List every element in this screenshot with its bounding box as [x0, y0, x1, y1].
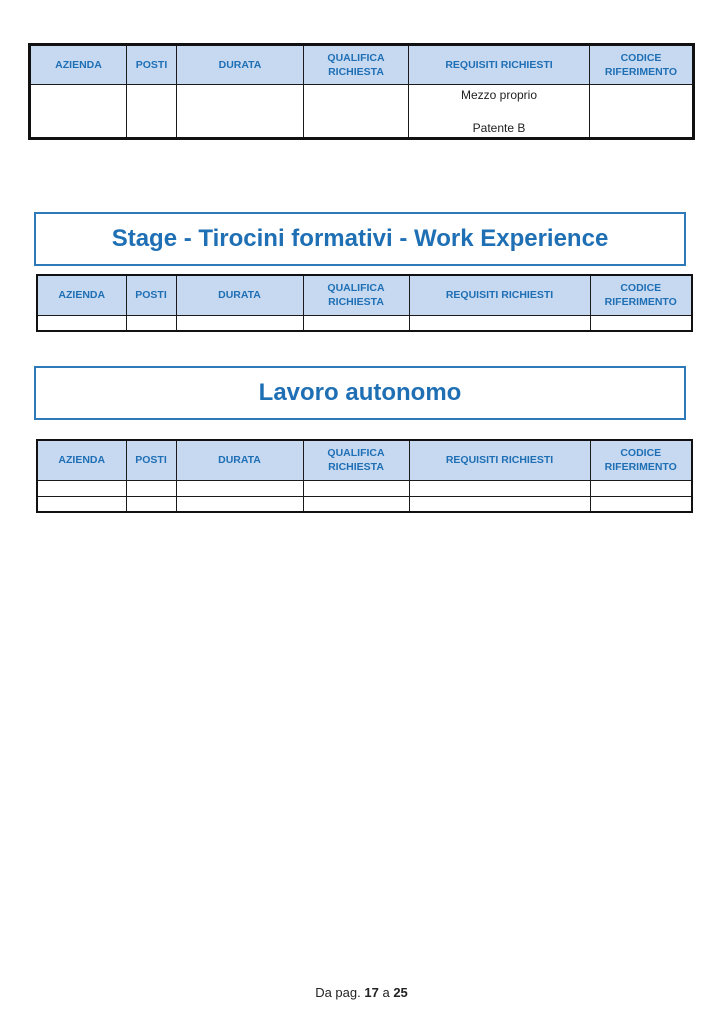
header-durata: DURATA — [177, 45, 304, 85]
footer-total-pages: 25 — [393, 985, 408, 1000]
header-codice: CODICE RIFERIMENTO — [590, 440, 692, 480]
header-requisiti: REQUISITI RICHIESTI — [409, 275, 590, 315]
requisito-mezzo-proprio: Mezzo proprio — [460, 88, 538, 102]
cell-azienda — [30, 85, 127, 139]
table-row — [37, 480, 692, 496]
header-codice: CODICE RIFERIMENTO — [590, 275, 692, 315]
cell-durata — [177, 85, 304, 139]
header-posti: POSTI — [127, 45, 177, 85]
cell-codice — [590, 85, 694, 139]
table-header-row — [37, 275, 692, 315]
cell-requisiti — [409, 85, 590, 139]
table-header-row — [30, 45, 694, 85]
footer-prefix: Da pag. — [315, 985, 361, 1000]
section-title-stage: Stage - Tirocini formativi - Work Experience — [34, 212, 686, 266]
header-posti: POSTI — [126, 440, 176, 480]
header-durata: DURATA — [176, 440, 303, 480]
cell-posti — [127, 85, 177, 139]
page-footer — [0, 985, 723, 1000]
header-azienda: AZIENDA — [30, 45, 127, 85]
header-qualifica: QUALIFICA RICHIESTA — [303, 275, 409, 315]
header-azienda: AZIENDA — [37, 440, 126, 480]
header-azienda: AZIENDA — [37, 275, 126, 315]
job-table-autonomo — [36, 439, 693, 513]
table-row — [37, 496, 692, 512]
header-requisiti: REQUISITI RICHIESTI — [409, 45, 590, 85]
cell-qualifica — [304, 85, 409, 139]
job-table-stage — [36, 274, 693, 332]
footer-current-page: 17 — [364, 985, 379, 1000]
table-header-row — [37, 440, 692, 480]
header-qualifica: QUALIFICA RICHIESTA — [304, 45, 409, 85]
header-requisiti: REQUISITI RICHIESTI — [409, 440, 590, 480]
header-posti: POSTI — [126, 275, 176, 315]
footer-separator: a — [382, 985, 390, 1000]
table-row — [37, 315, 692, 331]
job-table-continuation — [28, 43, 695, 140]
requisito-patente: Patente B — [472, 121, 526, 135]
header-codice: CODICE RIFERIMENTO — [590, 45, 694, 85]
header-durata: DURATA — [176, 275, 303, 315]
table-row — [30, 85, 694, 139]
section-title-autonomo: Lavoro autonomo — [34, 366, 686, 420]
header-qualifica: QUALIFICA RICHIESTA — [303, 440, 409, 480]
